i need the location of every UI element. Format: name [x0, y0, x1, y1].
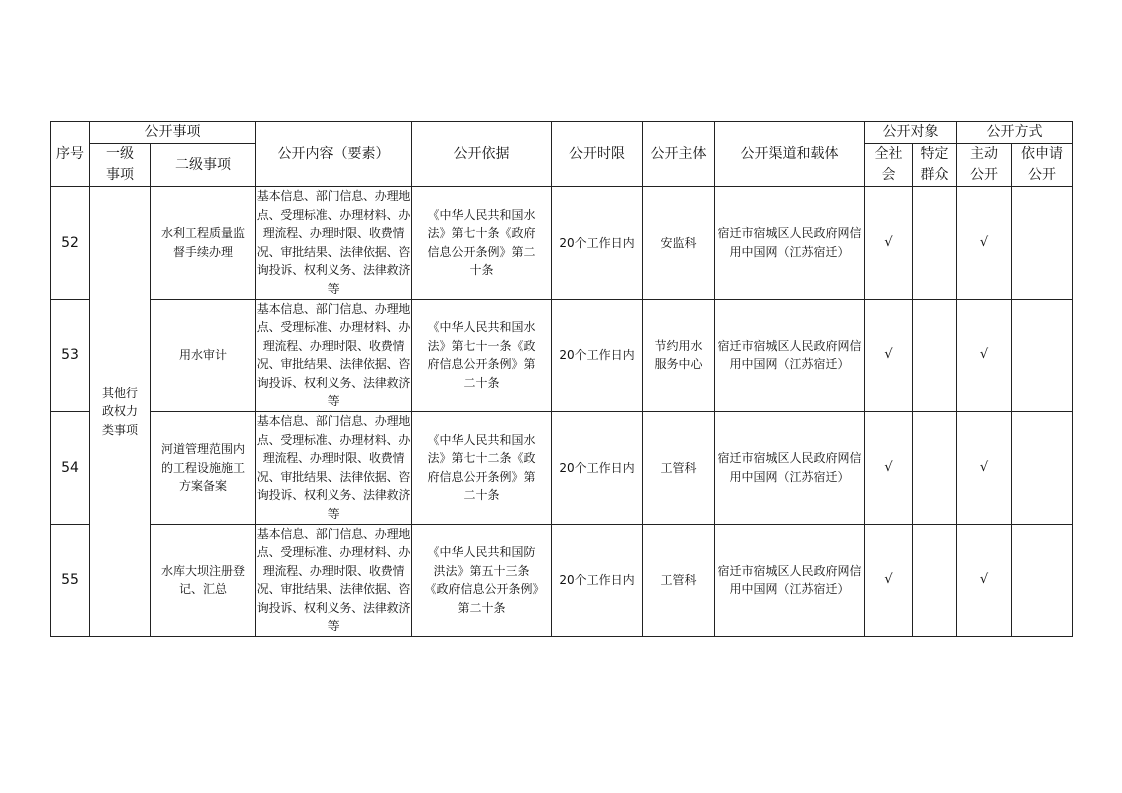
- row-content: 基本信息、部门信息、办理地点、受理标准、办理材料、办理流程、办理时限、收费情况、审批结果、法律依据、咨询投诉、权利义务、法律救济等: [256, 412, 412, 525]
- row-time-limit: 20个工作日内: [552, 187, 643, 300]
- header-content: 公开内容（要素）: [256, 122, 412, 187]
- header-row-1: [51, 122, 1073, 144]
- header-audience-specific: 特定群众: [913, 144, 957, 187]
- table-row: [51, 299, 1073, 412]
- header-seq: 序号: [51, 122, 90, 187]
- row-subject: 节约用水服务中心: [643, 299, 715, 412]
- row-method-apply-check: [1012, 299, 1073, 412]
- row-level2: 水利工程质量监督手续办理: [151, 187, 256, 300]
- table-row: [51, 524, 1073, 637]
- row-method-active-check: √: [957, 187, 1012, 300]
- row-method-apply-check: [1012, 524, 1073, 637]
- header-method-active: 主动公开: [957, 144, 1012, 187]
- row-time-limit: 20个工作日内: [552, 412, 643, 525]
- row-channel: 宿迁市宿城区人民政府网信用中国网（江苏宿迁）: [715, 412, 865, 525]
- row-method-apply-check: [1012, 187, 1073, 300]
- row-seq: 52: [51, 187, 90, 300]
- row-basis: 《中华人民共和国水法》第七十一条《政府信息公开条例》第二十条: [412, 299, 552, 412]
- header-channel: 公开渠道和载体: [715, 122, 865, 187]
- header-method-apply: 依申请公开: [1012, 144, 1073, 187]
- row-audience-specific-check: [913, 524, 957, 637]
- row-basis: 《中华人民共和国水法》第七十条《政府信息公开条例》第二十条: [412, 187, 552, 300]
- header-subject: 公开主体: [643, 122, 715, 187]
- header-public-items: 公开事项: [90, 122, 256, 144]
- row-audience-all-check: √: [865, 524, 913, 637]
- header-method: 公开方式: [957, 122, 1073, 144]
- table-row: [51, 187, 1073, 300]
- row-content: 基本信息、部门信息、办理地点、受理标准、办理材料、办理流程、办理时限、收费情况、审批结果、法律依据、咨询投诉、权利义务、法律救济等: [256, 299, 412, 412]
- header-time-limit: 公开时限: [552, 122, 643, 187]
- row-method-apply-check: [1012, 412, 1073, 525]
- row-audience-all-check: √: [865, 299, 913, 412]
- category1-cell: 其他行政权力类事项: [90, 187, 151, 637]
- row-seq: 55: [51, 524, 90, 637]
- table-row: [51, 412, 1073, 525]
- row-basis: 《中华人民共和国防洪法》第五十三条《政府信息公开条例》第二十条: [412, 524, 552, 637]
- row-subject: 安监科: [643, 187, 715, 300]
- header-audience: 公开对象: [865, 122, 957, 144]
- header-level1: 一级事项: [90, 144, 151, 187]
- row-method-active-check: √: [957, 299, 1012, 412]
- row-seq: 54: [51, 412, 90, 525]
- row-subject: 工管科: [643, 524, 715, 637]
- row-time-limit: 20个工作日内: [552, 299, 643, 412]
- row-channel: 宿迁市宿城区人民政府网信用中国网（江苏宿迁）: [715, 187, 865, 300]
- row-basis: 《中华人民共和国水法》第七十二条《政府信息公开条例》第二十条: [412, 412, 552, 525]
- row-method-active-check: √: [957, 412, 1012, 525]
- row-channel: 宿迁市宿城区人民政府网信用中国网（江苏宿迁）: [715, 524, 865, 637]
- header-level2: 二级事项: [151, 144, 256, 187]
- row-content: 基本信息、部门信息、办理地点、受理标准、办理材料、办理流程、办理时限、收费情况、审批结果、法律依据、咨询投诉、权利义务、法律救济等: [256, 524, 412, 637]
- row-audience-specific-check: [913, 299, 957, 412]
- header-basis: 公开依据: [412, 122, 552, 187]
- row-level2: 河道管理范围内的工程设施施工方案备案: [151, 412, 256, 525]
- row-audience-specific-check: [913, 187, 957, 300]
- header-audience-all: 全社会: [865, 144, 913, 187]
- row-level2: 水库大坝注册登记、汇总: [151, 524, 256, 637]
- row-time-limit: 20个工作日内: [552, 524, 643, 637]
- row-channel: 宿迁市宿城区人民政府网信用中国网（江苏宿迁）: [715, 299, 865, 412]
- row-audience-specific-check: [913, 412, 957, 525]
- row-seq: 53: [51, 299, 90, 412]
- row-method-active-check: √: [957, 524, 1012, 637]
- row-audience-all-check: √: [865, 187, 913, 300]
- row-content: 基本信息、部门信息、办理地点、受理标准、办理材料、办理流程、办理时限、收费情况、审批结果、法律依据、咨询投诉、权利义务、法律救济等: [256, 187, 412, 300]
- disclosure-table: [50, 121, 1073, 637]
- row-audience-all-check: √: [865, 412, 913, 525]
- row-subject: 工管科: [643, 412, 715, 525]
- row-level2: 用水审计: [151, 299, 256, 412]
